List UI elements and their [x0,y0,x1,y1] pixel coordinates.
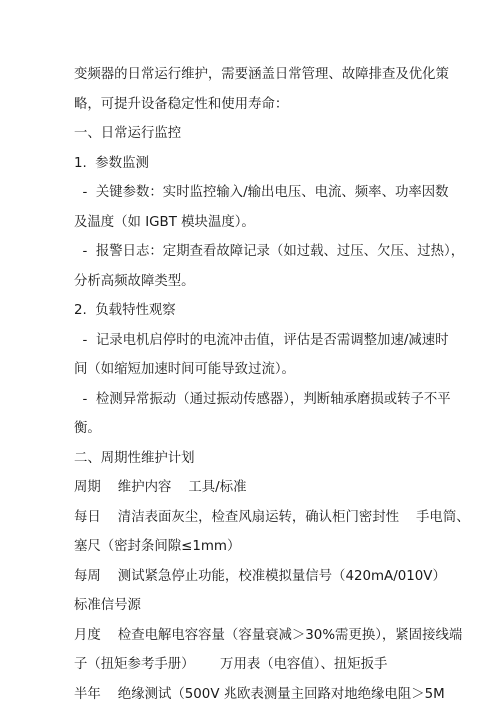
text-line: - 记录电机启停时的电流冲击值，评估是否需调整加速/减速时 [74,326,436,356]
subsection-heading: 1. 参数监测 [74,149,436,179]
section-heading: 一、日常运行监控 [74,119,436,149]
table-row-line: 月度 检查电解电容容量（容量衰减＞30%需更换），紧固接线端 [74,621,436,651]
table-row-line: 塞尺（密封条间隙≤1mm） [74,532,436,562]
text-line: - 检测异常振动（通过振动传感器），判断轴承磨损或转子不平 [74,385,436,415]
table-row-line: 子（扭矩参考手册） 万用表（电容值）、扭矩扳手 [74,650,436,680]
document-body [74,60,436,709]
text-line: - 关键参数：实时监控输入/输出电压、电流、频率、功率因数 [74,178,436,208]
text-line: 间（如缩短加速时间可能导致过流）。 [74,355,436,385]
text-line: - 报警日志：定期查看故障记录（如过载、过压、欠压、过热）， [74,237,436,267]
text-line: 变频器的日常运行维护，需要涵盖日常管理、故障排查及优化策 [74,60,436,90]
text-line: 衡。 [74,414,436,444]
table-row-line: 半年 绝缘测试（500V 兆欧表测量主回路对地绝缘电阻＞5M [74,680,436,709]
subsection-heading: 2. 负载特性观察 [74,296,436,326]
table-row-line: 每日 清洁表面灰尘，检查风扇运转，确认柜门密封性 手电筒、 [74,503,436,533]
text-line: 及温度（如 IGBT 模块温度）。 [74,208,436,238]
text-line: 略，可提升设备稳定性和使用寿命： [74,90,436,120]
text-line: 分析高频故障类型。 [74,267,436,297]
table-row-line: 每周 测试紧急停止功能，校准模拟量信号（420mA/010V） [74,562,436,592]
table-row-line: 标准信号源 [74,591,436,621]
table-header-line: 周期 维护内容 工具/标准 [74,473,436,503]
section-heading: 二、周期性维护计划 [74,444,436,474]
